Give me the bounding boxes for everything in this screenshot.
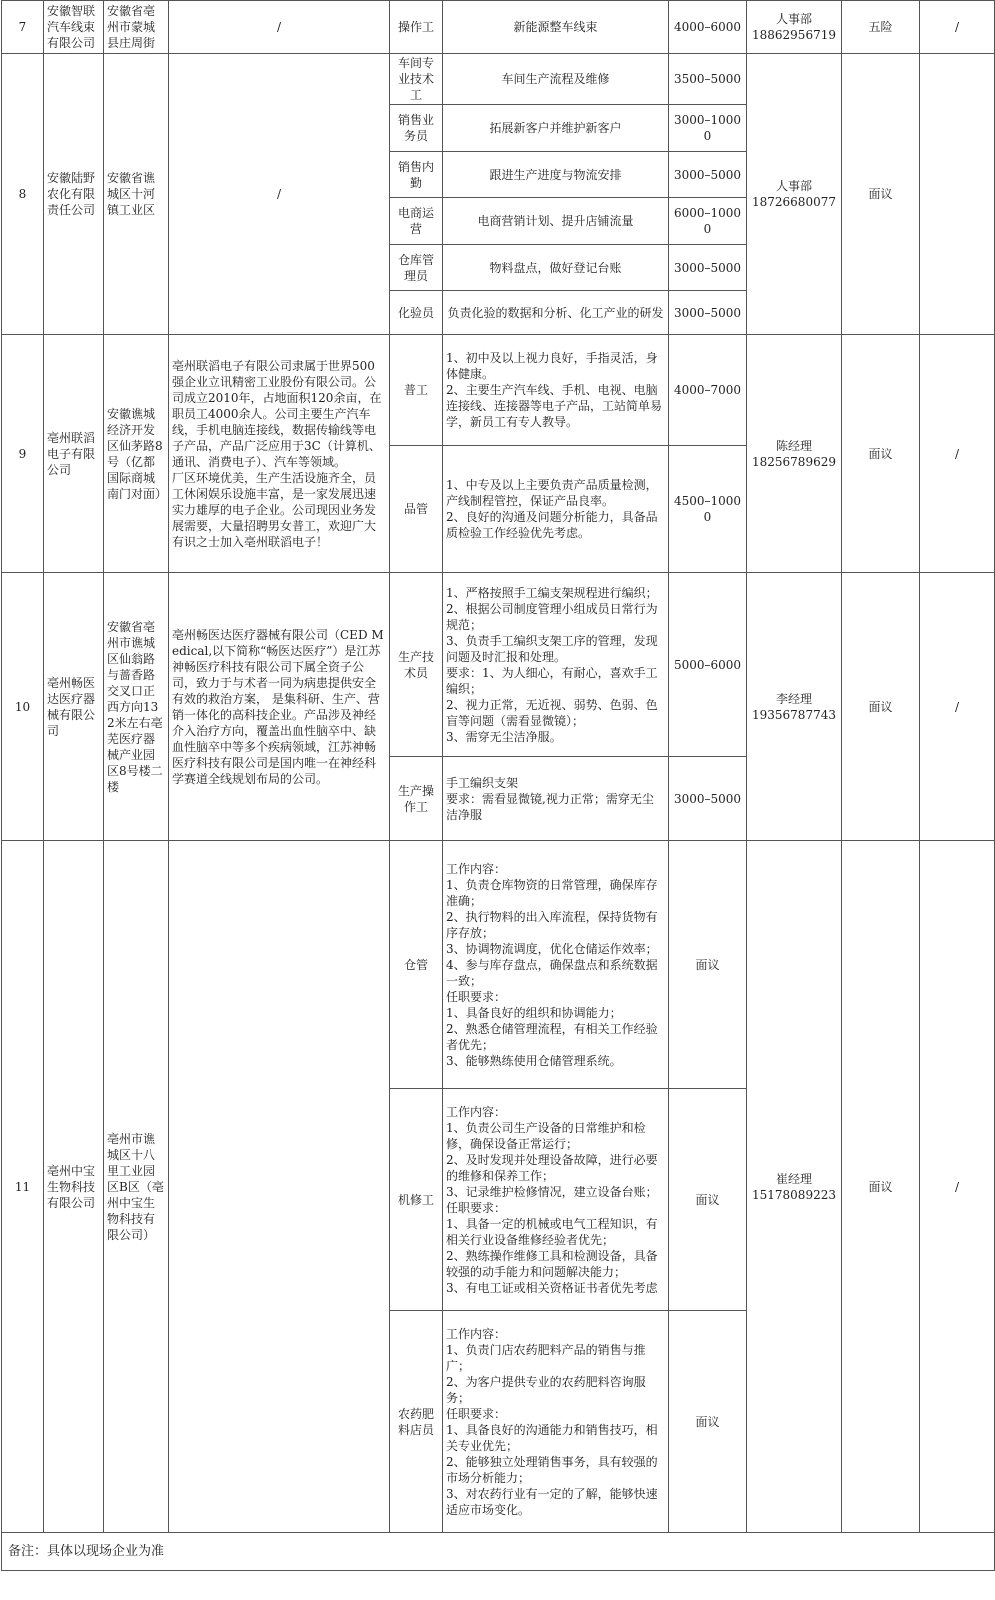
- contact-info: 崔经理 15178089223: [747, 841, 842, 1533]
- company-name: 亳州畅医达医疗器械有限公司: [44, 573, 104, 841]
- job-salary: 3000–10000: [669, 105, 747, 152]
- job-salary: 3500–5000: [669, 54, 747, 105]
- job-description: 工作内容： 1、负责仓库物资的日常管理，确保库存准确； 2、执行物料的出入库流程，保持货物有序存放； 3、协调物流调度，优化仓储运作效率； 4、参与库存盘点，确保盘点和系统数据一致； 任职要求： 1、具备良好的组织和协调能力； 2、熟悉仓储管理流程，有相关工作经验者优先； 3、能够熟练使用仓储管理系统。: [443, 841, 669, 1089]
- job-description: 物料盘点，做好登记台账: [443, 245, 669, 291]
- company-name: 亳州联滔电子有限公司: [44, 335, 104, 573]
- job-title: 品管: [390, 446, 443, 573]
- other-info: /: [920, 1, 995, 54]
- company-address: 安徽省亳州市谯城区仙翁路与蔷香路交叉口正西方向132米左右亳芜医疗器械产业园区8号楼二楼: [104, 573, 169, 841]
- row-number: 11: [2, 841, 44, 1533]
- benefits: 面议: [842, 335, 920, 573]
- job-description: 1、严格按照手工编支架规程进行编织； 2、根据公司制度管理小组成员日常行为规范； 3、负责手工编织支架工序的管理，发现问题及时汇报和处理。 要求：1、为人细心，有耐心，喜欢手工编织； 2、视力正常，无近视、弱势、色弱、色盲等问题（需看显微镜）； 3、需穿无尘洁净服。: [443, 573, 669, 757]
- row-number: 10: [2, 573, 44, 841]
- row-number: 7: [2, 1, 44, 54]
- row-number: 9: [2, 335, 44, 573]
- table-row: [2, 54, 995, 105]
- job-title: 农药肥料店员: [390, 1311, 443, 1533]
- job-salary: 4000–6000: [669, 1, 747, 54]
- job-description: 新能源整车线束: [443, 1, 669, 54]
- company-intro: 亳州畅医达医疗器械有限公司（CED Medical,以下简称“畅医达医疗”）是江苏神畅医疗科技有限公司下属全资子公司，致力于与术者一同为病患提供安全有效的救治方案， 是集科研、生产、营销一体化的高科技企业。产品涉及神经介入治疗方向，覆盖出血性脑卒中、缺血性脑卒中等多个疾病领域，江苏神畅医疗科技有限公司是国内唯一在神经科学赛道全线规划布局的公司。: [169, 573, 390, 841]
- company-intro: /: [169, 1, 390, 54]
- job-title: 仓库管理员: [390, 245, 443, 291]
- job-title: 车间专业技术工: [390, 54, 443, 105]
- benefits: 五险: [842, 1, 920, 54]
- job-salary: 3000–5000: [669, 245, 747, 291]
- job-title: 销售业务员: [390, 105, 443, 152]
- job-salary: 3000–5000: [669, 757, 747, 841]
- table-row: [2, 1533, 995, 1571]
- contact-info: 李经理 19356787743: [747, 573, 842, 841]
- job-salary: 面议: [669, 841, 747, 1089]
- table-row: [2, 841, 995, 1089]
- table-row: [2, 573, 995, 757]
- job-salary: 4500–10000: [669, 446, 747, 573]
- table-row: [2, 335, 995, 446]
- other-info: /: [920, 573, 995, 841]
- job-title: 生产操作工: [390, 757, 443, 841]
- row-number: 8: [2, 54, 44, 335]
- job-description: 工作内容： 1、负责公司生产设备的日常维护和检修，确保设备正常运行； 2、及时发现并处理设备故障，进行必要的维修和保养工作； 3、记录维护检修情况，建立设备台账； 任职要求： 1、具备一定的机械或电气工程知识，有相关行业设备维修经验者优先； 2、熟练操作维修工具和检测设备，具备较强的动手能力和问题解决能力； 3、有电工证或相关资格证书者优先考虑: [443, 1089, 669, 1311]
- benefits: 面议: [842, 54, 920, 335]
- job-description: 负责化验的数据和分析、化工产业的研发: [443, 291, 669, 335]
- company-address: 安徽省谯城区十河镇工业区: [104, 54, 169, 335]
- job-salary: 5000–6000: [669, 573, 747, 757]
- contact-info: 人事部 18862956719: [747, 1, 842, 54]
- job-salary: 3000–5000: [669, 152, 747, 198]
- job-description: 手工编织支架 要求：需看显微镜,视力正常；需穿无尘洁净服: [443, 757, 669, 841]
- recruitment-table: [1, 0, 995, 1571]
- table-row: [2, 1, 995, 54]
- company-address: 安徽谯城经济开发区仙茅路8号（亿都国际商城南门对面）: [104, 335, 169, 573]
- job-salary: 面议: [669, 1311, 747, 1533]
- company-intro: 亳州联滔电子有限公司隶属于世界500强企业立讯精密工业股份有限公司。公司成立2010年，占地面积120余亩，在职员工4000余人。公司主要生产汽车线，手机电脑连接线，数据传输线等电子产品，产品广泛应用于3C（计算机、通讯、消费电子）、汽车等领域。 厂区环境优美，生产生活设施齐全，员工休闲娱乐设施丰富，是一家发展迅速实力雄厚的电子企业。公司现因业务发展需要，大量招聘男女普工，欢迎广大有识之士加入亳州联滔电子！: [169, 335, 390, 573]
- job-description: 1、初中及以上视力良好，手指灵活，身体健康。 2、主要生产汽车线、手机、电视、电脑连接线、连接器等电子产品，工站简单易学，新员工有专人教导。: [443, 335, 669, 446]
- job-salary: 面议: [669, 1089, 747, 1311]
- company-intro: /: [169, 54, 390, 335]
- contact-info: 陈经理 18256789629: [747, 335, 842, 573]
- other-info: [920, 54, 995, 335]
- job-description: 1、中专及以上主要负责产品质量检测，产线制程管控，保证产品良率。 2、良好的沟通及问题分析能力，具备品质检验工作经验优先考虑。: [443, 446, 669, 573]
- job-description: 电商营销计划、提升店铺流量: [443, 198, 669, 245]
- company-name: 安徽陆野农化有限责任公司: [44, 54, 104, 335]
- company-name: 亳州中宝生物科技有限公司: [44, 841, 104, 1533]
- job-description: 车间生产流程及维修: [443, 54, 669, 105]
- job-title: 操作工: [390, 1, 443, 54]
- job-title: 化验员: [390, 291, 443, 335]
- job-title: 电商运营: [390, 198, 443, 245]
- company-address: 安徽省亳州市蒙城县庄周街: [104, 1, 169, 54]
- job-description: 拓展新客户并维护新客户: [443, 105, 669, 152]
- job-title: 生产技术员: [390, 573, 443, 757]
- job-title: 仓管: [390, 841, 443, 1089]
- other-info: /: [920, 335, 995, 573]
- job-salary: 3000–5000: [669, 291, 747, 335]
- job-description: 工作内容： 1、负责门店农药肥料产品的销售与推广； 2、为客户提供专业的农药肥料咨询服务； 任职要求： 1、具备良好的沟通能力和销售技巧，相关专业优先； 2、能够独立处理销售事务，具有较强的市场分析能力； 3、对农药行业有一定的了解，能够快速适应市场变化。: [443, 1311, 669, 1533]
- job-title: 机修工: [390, 1089, 443, 1311]
- job-description: 跟进生产进度与物流安排: [443, 152, 669, 198]
- company-name: 安徽智联汽车线束有限公司: [44, 1, 104, 54]
- job-salary: 6000–10000: [669, 198, 747, 245]
- benefits: 面议: [842, 841, 920, 1533]
- company-address: 亳州市谯城区十八里工业园区B区（亳州中宝生物科技有限公司）: [104, 841, 169, 1533]
- job-title: 销售内勤: [390, 152, 443, 198]
- other-info: /: [920, 841, 995, 1533]
- job-salary: 4000–7000: [669, 335, 747, 446]
- company-intro: [169, 841, 390, 1533]
- contact-info: 人事部 18726680077: [747, 54, 842, 335]
- job-title: 普工: [390, 335, 443, 446]
- footnote: 备注：具体以现场企业为准: [2, 1533, 995, 1571]
- benefits: 面议: [842, 573, 920, 841]
